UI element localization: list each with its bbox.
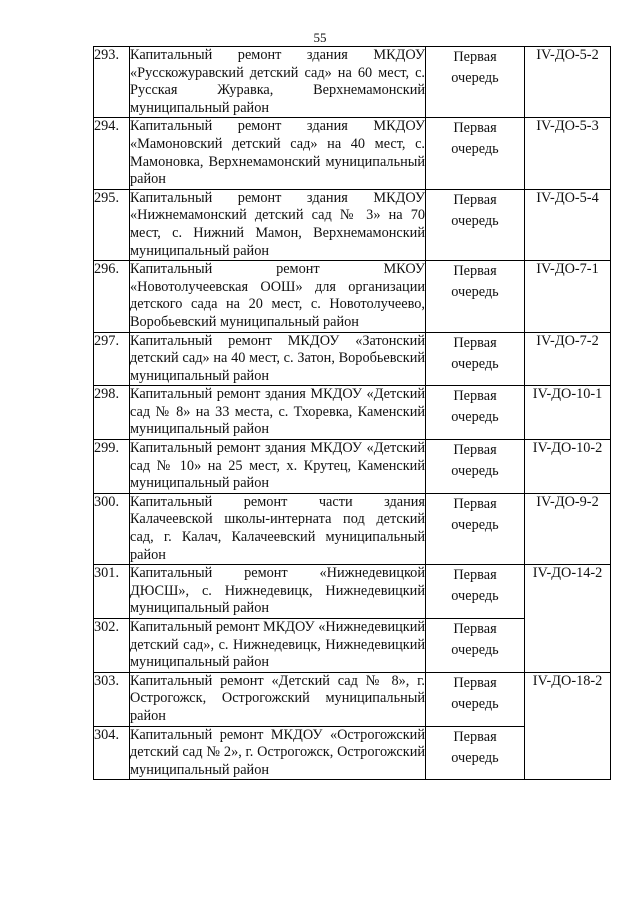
row-queue — [426, 726, 525, 780]
table-row — [94, 332, 611, 386]
row-queue — [426, 672, 525, 726]
row-description: Капитальный ремонт здания МКДОУ «Русскожуравский детский сад» на 60 мест, с. Русская Журавка, Верхнемамонский муниципальный район — [130, 47, 426, 118]
table-row — [94, 118, 611, 189]
row-queue — [426, 47, 525, 118]
queue-line-2: очередь — [451, 70, 499, 86]
queue-line-2: очередь — [451, 212, 499, 229]
row-description: Капитальный ремонт здания МКДОУ «Нижнемамонский детский сад № 3» на 70 мест, с. Нижний Мамон, Верхнемамонский муниципальный район — [130, 189, 426, 260]
row-queue — [426, 118, 525, 189]
queue-line-1: Первая — [453, 442, 497, 459]
row-description: Капитальный ремонт части здания Калачеевской школы-интерната под детский сад, г. Калач, Калачеевский муниципальный район — [130, 493, 426, 564]
row-description: Капитальный ремонт «Нижнедевицкой ДЮСШ», с. Нижнедевицк, Нижнедевицкий муниципальный район — [130, 565, 426, 619]
queue-line-1: Первая — [453, 263, 497, 280]
row-code: IV-ДО-14-2 — [525, 565, 611, 673]
row-queue — [426, 386, 525, 440]
row-code: IV-ДО-10-1 — [525, 386, 611, 440]
queue-line-2: очередь — [451, 516, 499, 533]
queue-line-1: Первая — [453, 49, 497, 65]
row-number: 302. — [94, 619, 130, 673]
queue-line-2: очередь — [451, 588, 499, 605]
row-number: 304. — [94, 726, 130, 780]
queue-line-1: Первая — [453, 621, 497, 637]
row-number: 300. — [94, 493, 130, 564]
page-number: 55 — [313, 30, 327, 45]
row-code: IV-ДО-10-2 — [525, 440, 611, 494]
row-code: IV-ДО-5-3 — [525, 118, 611, 189]
row-description: Капитальный ремонт МКДОУ «Острогожский детский сад № 2», г. Острогожск, Острогожский муниципальный район — [130, 726, 426, 780]
queue-line-2: очередь — [451, 463, 499, 480]
row-description: Капитальный ремонт МКДОУ «Затонский детский сад» на 40 мест, с. Затон, Воробьевский муниципальный район — [130, 332, 426, 386]
row-code: IV-ДО-5-2 — [525, 47, 611, 118]
row-description: Капитальный ремонт МКОУ «Новотолучеевская ООШ» для организации детского сада на 20 мест, с. Новотолучеево, Воробьевский муниципальный район — [130, 261, 426, 332]
row-queue — [426, 565, 525, 619]
row-number: 299. — [94, 440, 130, 494]
row-description: Капитальный ремонт «Детский сад № 8», г. Острогожск, Острогожский муниципальный район — [130, 672, 426, 726]
row-number: 297. — [94, 332, 130, 386]
row-code: IV-ДО-7-1 — [525, 261, 611, 332]
queue-line-1: Первая — [453, 120, 497, 137]
row-number: 295. — [94, 189, 130, 260]
table-row — [94, 261, 611, 332]
queue-line-2: очередь — [451, 409, 499, 426]
queue-line-1: Первая — [453, 191, 497, 208]
row-number: 298. — [94, 386, 130, 440]
row-number: 301. — [94, 565, 130, 619]
queue-line-2: очередь — [451, 695, 499, 712]
queue-line-2: очередь — [451, 141, 499, 158]
queue-line-1: Первая — [453, 567, 497, 584]
queue-line-2: очередь — [451, 642, 499, 658]
table-row — [94, 672, 611, 726]
row-number: 293. — [94, 47, 130, 118]
row-queue — [426, 261, 525, 332]
row-description: Капитальный ремонт здания МКДОУ «Детский сад № 8» на 33 места, с. Тхоревка, Каменский муниципальный район — [130, 386, 426, 440]
row-description: Капитальный ремонт здания МКДОУ «Мамоновский детский сад» на 40 мест, с. Мамоновка, Верхнемамонский муниципальный район — [130, 118, 426, 189]
queue-line-1: Первая — [453, 388, 497, 405]
queue-line-1: Первая — [453, 674, 497, 691]
queue-line-1: Первая — [453, 728, 497, 745]
queue-line-2: очередь — [451, 355, 499, 372]
row-description: Капитальный ремонт МКДОУ «Нижнедевицкий детский сад», с. Нижнедевицк, Нижнедевицкий муниципальный район — [130, 619, 426, 673]
row-queue — [426, 440, 525, 494]
queue-line-1: Первая — [453, 495, 497, 512]
row-queue — [426, 493, 525, 564]
row-queue — [426, 332, 525, 386]
table-row — [94, 386, 611, 440]
row-queue — [426, 619, 525, 673]
row-code: IV-ДО-9-2 — [525, 493, 611, 564]
table-row — [94, 565, 611, 619]
row-queue — [426, 189, 525, 260]
queue-line-1: Первая — [453, 334, 497, 351]
row-number: 294. — [94, 118, 130, 189]
row-code: IV-ДО-5-4 — [525, 189, 611, 260]
row-number: 303. — [94, 672, 130, 726]
table-row — [94, 47, 611, 118]
table-row — [94, 440, 611, 494]
queue-line-2: очередь — [451, 284, 499, 301]
queue-line-2: очередь — [451, 749, 499, 766]
table-row — [94, 189, 611, 260]
row-number: 296. — [94, 261, 130, 332]
program-table — [93, 46, 611, 780]
table-row — [94, 493, 611, 564]
row-code: IV-ДО-7-2 — [525, 332, 611, 386]
row-description: Капитальный ремонт здания МКДОУ «Детский сад № 10» на 25 мест, х. Крутец, Каменский муниципальный район — [130, 440, 426, 494]
row-code: IV-ДО-18-2 — [525, 672, 611, 780]
